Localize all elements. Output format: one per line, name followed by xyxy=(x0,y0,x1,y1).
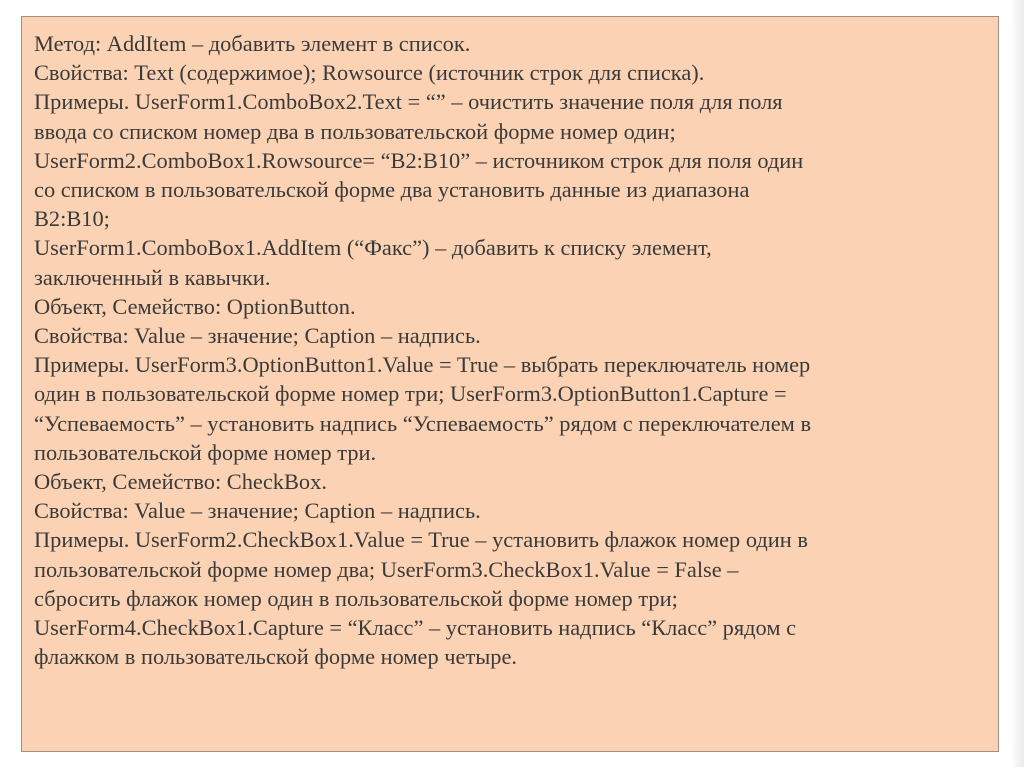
text-line: флажком в пользовательской форме номер четыре. xyxy=(34,644,518,670)
text-line: Примеры. UserForm2.CheckBox1.Value = True – установить флажок номер один в xyxy=(34,527,808,553)
text-line: Свойства: Value – значение; Caption – надпись. xyxy=(34,323,481,349)
slide-text-lines xyxy=(34,29,986,671)
text-line: заключенный в кавычки. xyxy=(34,264,271,290)
text-line: Объект, Семейство: OptionButton. xyxy=(34,293,356,319)
text-line: ввода со списком номер два в пользовательской форме номер один; xyxy=(34,118,676,144)
text-line: Примеры. UserForm3.OptionButton1.Value = True – выбрать переключатель номер xyxy=(34,352,811,378)
text-line: Примеры. UserForm1.ComboBox2.Text = “” – очистить значение поля для поля xyxy=(34,89,783,115)
text-line: B2:B10; xyxy=(34,206,110,232)
text-line: UserForm4.CheckBox1.Capture = “Класс” – установить надпись “Класс” рядом с xyxy=(34,615,797,641)
text-line: UserForm2.ComboBox1.Rowsource= “B2:B10” – источником строк для поля один xyxy=(34,147,804,173)
text-line: Свойства: Value – значение; Caption – надпись. xyxy=(34,498,481,524)
text-line: пользовательской форме номер два; UserForm3.CheckBox1.Value = False – xyxy=(34,556,739,582)
text-line: Метод: AddItem – добавить элемент в список. xyxy=(34,31,471,56)
page-edge-shadow xyxy=(1010,0,1024,767)
text-line: сбросить флажок номер один в пользовательской форме номер три; xyxy=(34,585,678,611)
text-line: Объект, Семейство: CheckBox. xyxy=(34,469,327,495)
text-line: Свойства: Text (содержимое); Rowsource (источник строк для списка). xyxy=(34,60,705,86)
text-line: со списком в пользовательской форме два установить данные из диапазона xyxy=(34,177,750,203)
slide-text-panel xyxy=(21,16,999,752)
text-line: один в пользовательской форме номер три; UserForm3.OptionButton1.Capture = xyxy=(34,381,787,407)
text-line: UserForm1.ComboBox1.AddItem (“Факс”) – добавить к списку элемент, xyxy=(34,235,712,261)
text-line: пользовательской форме номер три. xyxy=(34,439,377,465)
text-line: “Успеваемость” – установить надпись “Успеваемость” рядом с переключателем в xyxy=(34,410,812,436)
